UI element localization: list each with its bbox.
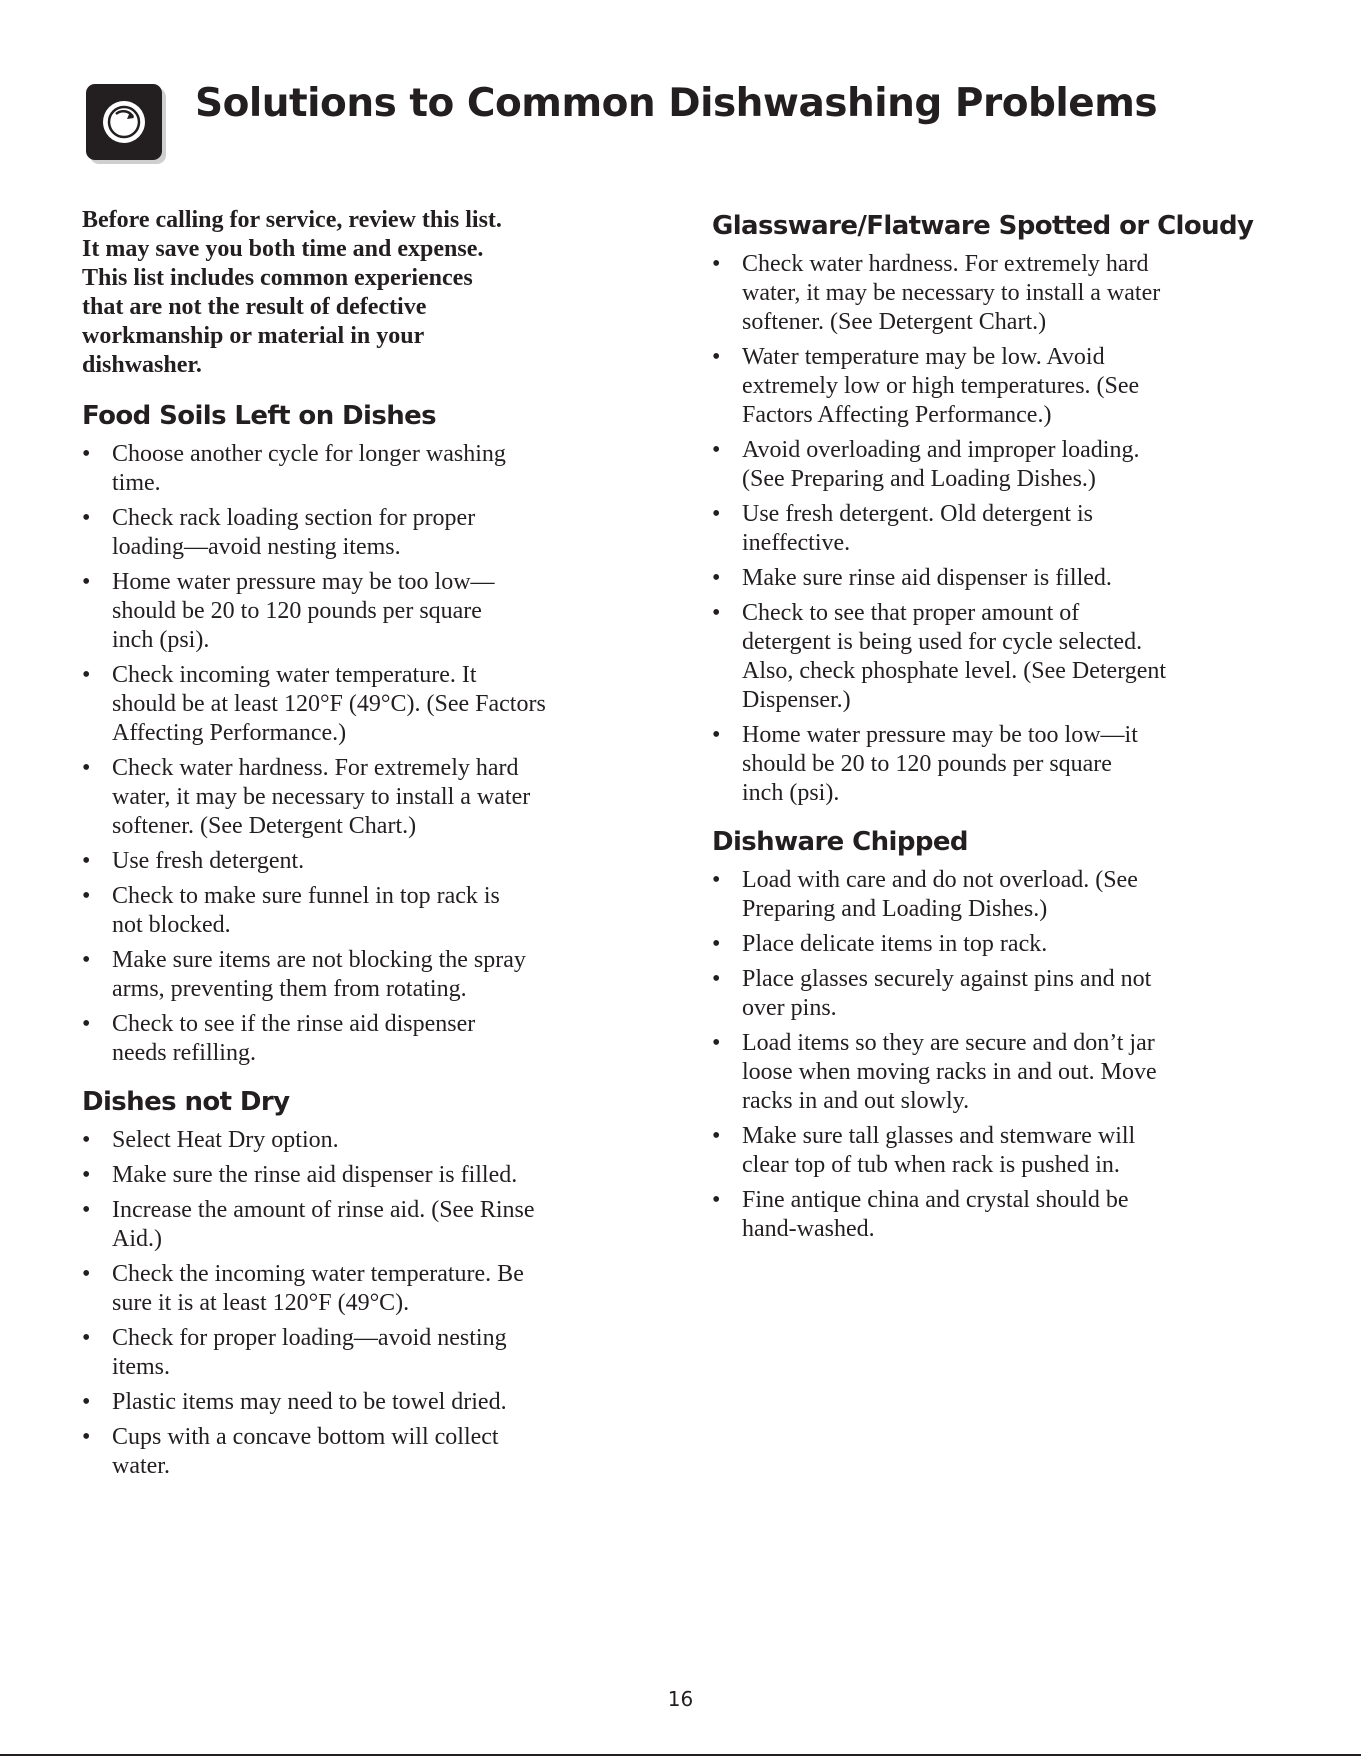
bullet-list (82, 440, 652, 1068)
bullet-icon: • (712, 501, 721, 527)
list-item-text: time. (112, 470, 161, 496)
list-item-text: ineffective. (742, 530, 851, 556)
list-item-text: loose when moving racks in and out. Move (742, 1059, 1157, 1085)
list-item-text: Water temperature may be low. Avoid (742, 344, 1105, 370)
section-heading: Dishware Chipped (712, 827, 968, 857)
bullet-list (712, 866, 1282, 1244)
list-item-text: extremely low or high temperatures. (See (742, 373, 1140, 399)
list-item-text: over pins. (742, 995, 837, 1021)
list-item-text: not blocked. (112, 912, 231, 938)
bullet-list (712, 250, 1282, 808)
list-item-text: Check the incoming water temperature. Be (112, 1261, 524, 1287)
intro-line: Before calling for service, review this list. (82, 207, 502, 233)
bullet-icon: • (712, 437, 721, 463)
bullet-icon: • (712, 867, 721, 893)
bullet-icon: • (712, 600, 721, 626)
left-column (82, 206, 652, 1495)
list-item-text: detergent is being used for cycle selected. (742, 629, 1143, 655)
list-item-text: Home water pressure may be too low— (112, 569, 495, 595)
list-item-text: items. (112, 1354, 170, 1380)
section-glassware-spotted (712, 206, 1282, 808)
list-item-text: water. (112, 1453, 170, 1479)
list-item (712, 436, 1282, 494)
list-item (712, 1122, 1282, 1180)
bullet-icon: • (712, 722, 721, 748)
list-item-text: Check water hardness. For extremely hard (742, 251, 1149, 277)
bullet-icon: • (82, 1197, 91, 1223)
list-item (82, 946, 652, 1004)
intro-paragraph (82, 206, 652, 380)
list-item-text: inch (psi). (742, 780, 840, 806)
section-heading: Glassware/Flatware Spotted or Cloudy (712, 211, 1254, 241)
dishwasher-dial-icon (86, 84, 168, 166)
bullet-icon: • (82, 1011, 91, 1037)
list-item-text: Make sure rinse aid dispenser is filled. (742, 565, 1112, 591)
list-item (712, 1186, 1282, 1244)
list-item-text: Place delicate items in top rack. (742, 931, 1048, 957)
bullet-icon: • (82, 1424, 91, 1450)
list-item-text: racks in and out slowly. (742, 1088, 970, 1114)
list-item (82, 882, 652, 940)
list-item (712, 564, 1282, 593)
list-item-text: hand-washed. (742, 1216, 875, 1242)
list-item (82, 504, 652, 562)
section-dishware-chipped (712, 822, 1282, 1244)
list-item-text: should be 20 to 120 pounds per square (742, 751, 1112, 777)
list-item (712, 965, 1282, 1023)
list-item-text: Check incoming water temperature. It (112, 662, 477, 688)
bullet-icon: • (712, 1030, 721, 1056)
list-item (82, 1388, 652, 1417)
page-title: Solutions to Common Dishwashing Problems (195, 81, 1158, 126)
intro-line: This list includes common experiences (82, 265, 473, 291)
list-item (712, 250, 1282, 337)
list-item (82, 1161, 652, 1190)
bullet-icon: • (82, 883, 91, 909)
list-item (82, 1324, 652, 1382)
bullet-icon: • (82, 1325, 91, 1351)
section-heading: Dishes not Dry (82, 1087, 290, 1117)
bullet-icon: • (712, 966, 721, 992)
list-item-text: Make sure items are not blocking the spray (112, 947, 526, 973)
list-item-text: Check for proper loading—avoid nesting (112, 1325, 507, 1351)
list-item-text: inch (psi). (112, 627, 210, 653)
intro-line: workmanship or material in your (82, 323, 425, 349)
bullet-icon: • (82, 569, 91, 595)
page-number: 16 (667, 1687, 694, 1711)
bullet-icon: • (82, 1261, 91, 1287)
intro-line: that are not the result of defective (82, 294, 427, 320)
list-item-text: Increase the amount of rinse aid. (See Rinse (112, 1197, 535, 1223)
list-item-text: Fine antique china and crystal should be (742, 1187, 1129, 1213)
list-item-text: Load items so they are secure and don’t jar (742, 1030, 1155, 1056)
list-item-text: clear top of tub when rack is pushed in. (742, 1152, 1120, 1178)
list-item (82, 440, 652, 498)
bullet-list (82, 1126, 652, 1481)
list-item-text: arms, preventing them from rotating. (112, 976, 467, 1002)
bullet-icon: • (82, 1162, 91, 1188)
list-item-text: Check to make sure funnel in top rack is (112, 883, 500, 909)
list-item (712, 721, 1282, 808)
list-item-text: Use fresh detergent. Old detergent is (742, 501, 1094, 527)
bottom-rule (0, 1754, 1361, 1756)
list-item-text: Choose another cycle for longer washing (112, 441, 506, 467)
bullet-icon: • (712, 1123, 721, 1149)
bullet-icon: • (82, 662, 91, 688)
list-item (82, 754, 652, 841)
list-item-text: water, it may be necessary to install a water (112, 784, 531, 810)
bullet-icon: • (712, 565, 721, 591)
list-item-text: (See Preparing and Loading Dishes.) (742, 466, 1096, 492)
bullet-icon: • (712, 344, 721, 370)
list-item-text: Avoid overloading and improper loading. (742, 437, 1140, 463)
list-item-text: Select Heat Dry option. (112, 1127, 339, 1153)
list-item-text: Affecting Performance.) (112, 720, 347, 746)
list-item-text: Make sure tall glasses and stemware will (742, 1123, 1136, 1149)
list-item (712, 599, 1282, 715)
list-item-text: Aid.) (112, 1226, 162, 1252)
bullet-icon: • (712, 1187, 721, 1213)
bullet-icon: • (82, 848, 91, 874)
section-food-soils (82, 396, 652, 1068)
list-item-text: Dispenser.) (742, 687, 851, 713)
list-item-text: should be at least 120°F (49°C). (See Factors (112, 691, 546, 717)
right-column (712, 206, 1282, 1258)
list-item-text: Check rack loading section for proper (112, 505, 476, 531)
list-item-text: needs refilling. (112, 1040, 256, 1066)
list-item (82, 847, 652, 876)
list-item-text: Plastic items may need to be towel dried. (112, 1389, 507, 1415)
bullet-icon: • (82, 1389, 91, 1415)
list-item-text: Use fresh detergent. (112, 848, 305, 874)
bullet-icon: • (82, 1127, 91, 1153)
list-item (712, 343, 1282, 430)
list-item-text: should be 20 to 120 pounds per square (112, 598, 482, 624)
list-item-text: water, it may be necessary to install a water (742, 280, 1161, 306)
list-item (712, 1029, 1282, 1116)
list-item-text: sure it is at least 120°F (49°C). (112, 1290, 410, 1316)
list-item (712, 866, 1282, 924)
list-item-text: softener. (See Detergent Chart.) (112, 813, 417, 839)
list-item-text: Check water hardness. For extremely hard (112, 755, 519, 781)
list-item (712, 930, 1282, 959)
bullet-icon: • (712, 931, 721, 957)
section-heading: Food Soils Left on Dishes (82, 401, 437, 431)
list-item-text: loading—avoid nesting items. (112, 534, 401, 560)
list-item-text: Home water pressure may be too low—it (742, 722, 1138, 748)
list-item-text: Check to see if the rinse aid dispenser (112, 1011, 476, 1037)
list-item-text: Check to see that proper amount of (742, 600, 1080, 626)
list-item (82, 1126, 652, 1155)
list-item (712, 500, 1282, 558)
list-item (82, 1260, 652, 1318)
bullet-icon: • (82, 755, 91, 781)
list-item (82, 661, 652, 748)
list-item-text: Make sure the rinse aid dispenser is filled. (112, 1162, 518, 1188)
list-item (82, 1196, 652, 1254)
list-item-text: Place glasses securely against pins and not (742, 966, 1152, 992)
bullet-icon: • (82, 505, 91, 531)
bullet-icon: • (712, 251, 721, 277)
section-dishes-not-dry (82, 1082, 652, 1481)
list-item (82, 568, 652, 655)
list-item (82, 1010, 652, 1068)
list-item-text: softener. (See Detergent Chart.) (742, 309, 1047, 335)
list-item-text: Preparing and Loading Dishes.) (742, 896, 1048, 922)
list-item-text: Cups with a concave bottom will collect (112, 1424, 499, 1450)
list-item-text: Also, check phosphate level. (See Detergent (742, 658, 1167, 684)
list-item-text: Load with care and do not overload. (See (742, 867, 1138, 893)
bullet-icon: • (82, 441, 91, 467)
intro-line: dishwasher. (82, 352, 202, 378)
bullet-icon: • (82, 947, 91, 973)
intro-line: It may save you both time and expense. (82, 236, 484, 262)
list-item-text: Factors Affecting Performance.) (742, 402, 1052, 428)
list-item (82, 1423, 652, 1481)
